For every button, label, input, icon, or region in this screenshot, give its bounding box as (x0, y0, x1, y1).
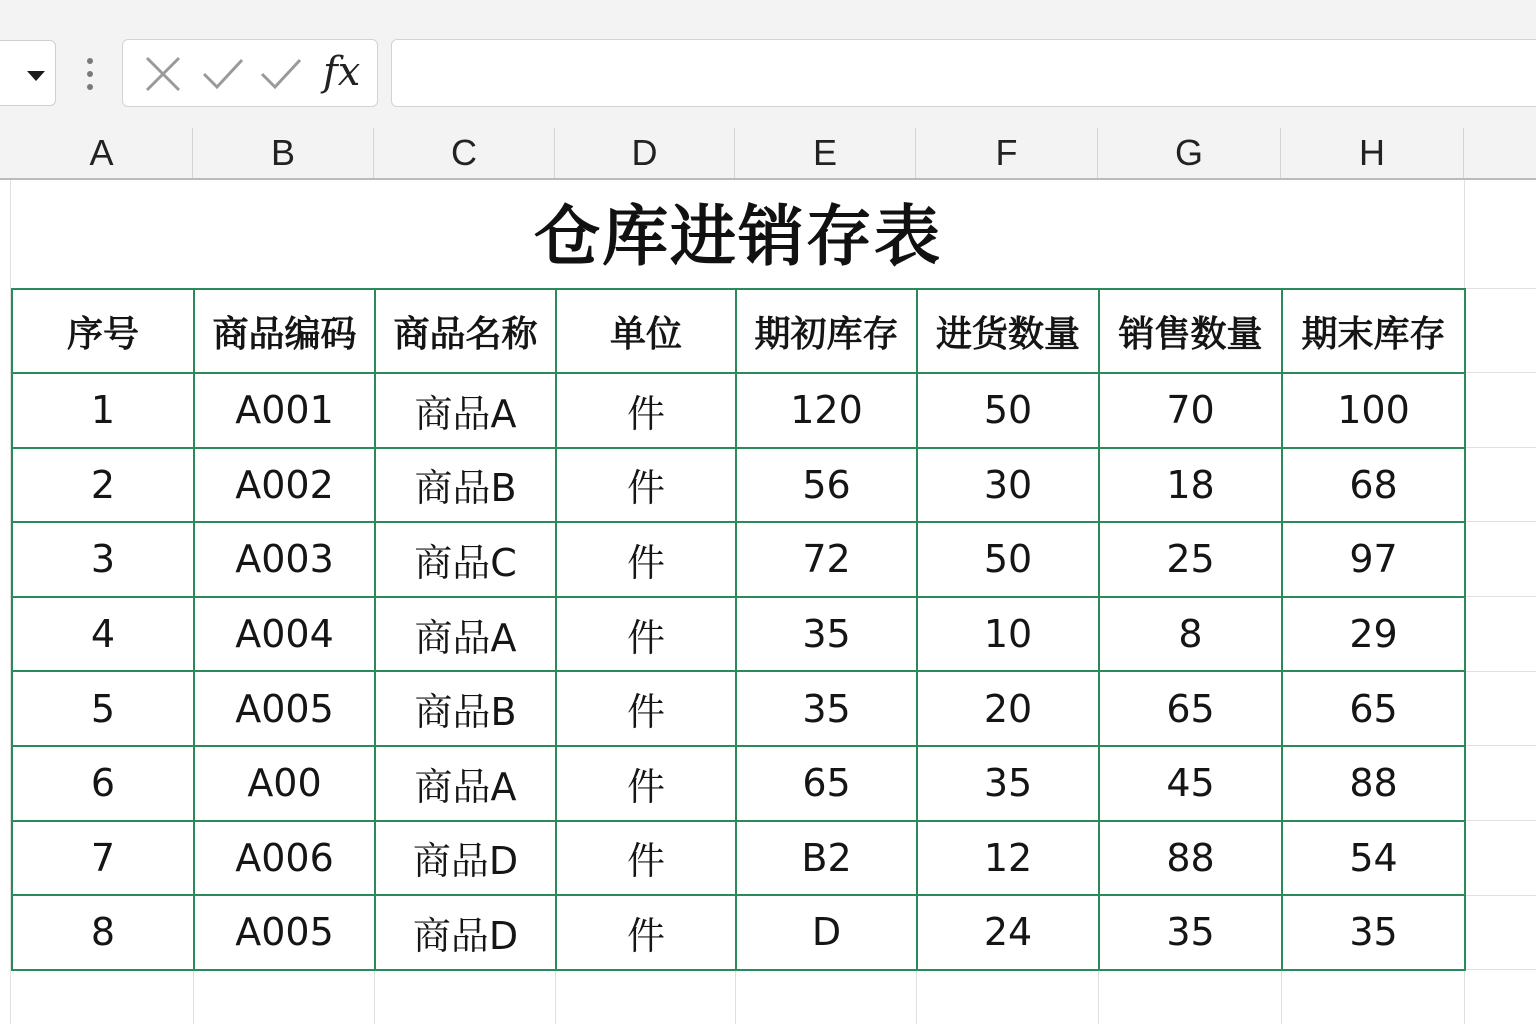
table-cell[interactable]: 商品A (375, 597, 556, 672)
table-row (12, 671, 1465, 746)
gridline (735, 970, 736, 1024)
gridline (916, 970, 917, 1024)
table-row (12, 895, 1465, 970)
column-header-d[interactable]: D (555, 128, 735, 178)
table-cell[interactable]: 35 (736, 597, 917, 672)
table-cell[interactable]: 件 (556, 597, 736, 672)
gridline (1281, 970, 1282, 1024)
gridline (374, 970, 375, 1024)
table-cell[interactable]: 商品D (375, 895, 556, 970)
table-cell[interactable]: A005 (194, 671, 375, 746)
gridline (555, 970, 556, 1024)
table-row (12, 746, 1465, 821)
sheet-title[interactable]: 仓库进销存表 (534, 198, 942, 275)
table-header-cell[interactable]: 期初库存 (736, 289, 917, 373)
column-header-row (0, 128, 1536, 180)
table-cell[interactable]: 件 (556, 895, 736, 970)
table-cell[interactable]: 8 (12, 895, 194, 970)
table-cell[interactable]: 商品B (375, 448, 556, 523)
table-cell[interactable]: 商品A (375, 373, 556, 448)
table-cell[interactable]: A004 (194, 597, 375, 672)
table-cell[interactable]: A001 (194, 373, 375, 448)
table-cell[interactable]: 35 (736, 671, 917, 746)
table-header-cell[interactable]: 期末库存 (1282, 289, 1465, 373)
table-cell[interactable]: A003 (194, 522, 375, 597)
gridline (1098, 970, 1099, 1024)
table-cell[interactable]: 3 (12, 522, 194, 597)
table-header-cell[interactable]: 序号 (12, 289, 194, 373)
table-row (12, 522, 1465, 597)
table-cell[interactable]: 商品A (375, 746, 556, 821)
column-header-b[interactable]: B (193, 128, 374, 178)
gridline (1464, 895, 1536, 896)
more-options-icon[interactable] (84, 56, 96, 92)
table-cell[interactable]: A002 (194, 448, 375, 523)
table-cell[interactable]: 25 (1099, 522, 1282, 597)
column-header-g[interactable]: G (1098, 128, 1281, 178)
table-cell[interactable]: 件 (556, 373, 736, 448)
table-cell[interactable]: 件 (556, 746, 736, 821)
table-header-cell[interactable]: 销售数量 (1099, 289, 1282, 373)
table-cell[interactable]: 件 (556, 448, 736, 523)
table-cell[interactable]: 商品C (375, 522, 556, 597)
gridline (1464, 745, 1536, 746)
check-icon[interactable] (201, 54, 245, 94)
table-cell[interactable]: 5 (12, 671, 194, 746)
table-cell[interactable]: 120 (736, 373, 917, 448)
table-cell[interactable]: 72 (736, 522, 917, 597)
table-cell[interactable]: 100 (1282, 373, 1465, 448)
table-cell[interactable]: 50 (917, 522, 1099, 597)
formula-input[interactable] (391, 39, 1536, 107)
table-cell[interactable]: 50 (917, 373, 1099, 448)
column-header-c[interactable]: C (374, 128, 555, 178)
insert-function-button[interactable]: fx (323, 49, 361, 95)
table-cell[interactable]: A00 (194, 746, 375, 821)
table-cell[interactable]: 29 (1282, 597, 1465, 672)
table-cell[interactable]: 商品D (375, 821, 556, 896)
table-cell[interactable]: 56 (736, 448, 917, 523)
table-cell[interactable]: 35 (1282, 895, 1465, 970)
table-header-row (12, 289, 1465, 373)
table-cell[interactable]: 4 (12, 597, 194, 672)
gridline (1464, 288, 1536, 289)
table-cell[interactable]: 45 (1099, 746, 1282, 821)
table-header-cell[interactable]: 单位 (556, 289, 736, 373)
table-row (12, 448, 1465, 523)
check-icon[interactable] (259, 54, 303, 94)
table-cell[interactable]: 35 (917, 746, 1099, 821)
table-cell[interactable]: 6 (12, 746, 194, 821)
table-header-cell[interactable]: 进货数量 (917, 289, 1099, 373)
gridline (1464, 372, 1536, 373)
chevron-down-icon[interactable] (27, 71, 45, 81)
table-cell[interactable]: 件 (556, 821, 736, 896)
table-cell[interactable]: D (736, 895, 917, 970)
inventory-table (11, 288, 1466, 971)
table-cell[interactable]: 7 (12, 821, 194, 896)
table-cell[interactable]: 18 (1099, 448, 1282, 523)
gridline (1464, 671, 1536, 672)
formula-bar (0, 0, 1536, 128)
gridline (1464, 447, 1536, 448)
table-header-cell[interactable]: 商品名称 (375, 289, 556, 373)
table-cell[interactable]: 70 (1099, 373, 1282, 448)
table-cell[interactable]: 8 (1099, 597, 1282, 672)
column-header-e[interactable]: E (735, 128, 916, 178)
close-icon[interactable] (143, 54, 183, 94)
column-header-f[interactable]: F (916, 128, 1098, 178)
table-cell[interactable]: 65 (1099, 671, 1282, 746)
table-cell[interactable]: 88 (1099, 821, 1282, 896)
table-cell[interactable]: 24 (917, 895, 1099, 970)
column-header-h[interactable]: H (1281, 128, 1464, 178)
table-cell[interactable]: 88 (1282, 746, 1465, 821)
table-cell[interactable]: 20 (917, 671, 1099, 746)
table-cell[interactable]: B2 (736, 821, 917, 896)
table-cell[interactable]: 97 (1282, 522, 1465, 597)
table-header-cell[interactable]: 商品编码 (194, 289, 375, 373)
gridline (193, 970, 194, 1024)
table-cell[interactable]: 12 (917, 821, 1099, 896)
table-cell[interactable]: A005 (194, 895, 375, 970)
table-cell[interactable]: A006 (194, 821, 375, 896)
gridline (1464, 820, 1536, 821)
table-cell[interactable]: 35 (1099, 895, 1282, 970)
column-header-a[interactable]: A (11, 128, 193, 178)
table-row (12, 821, 1465, 896)
table-cell[interactable]: 65 (736, 746, 917, 821)
name-box[interactable] (0, 40, 56, 106)
column-header-i[interactable] (1464, 128, 1536, 178)
table-cell[interactable]: 68 (1282, 448, 1465, 523)
table-cell[interactable]: 30 (917, 448, 1099, 523)
table-cell[interactable]: 10 (917, 597, 1099, 672)
table-cell[interactable]: 65 (1282, 671, 1465, 746)
formula-controls (122, 39, 378, 107)
gridline (1464, 596, 1536, 597)
table-row (12, 373, 1465, 448)
table-cell[interactable]: 件 (556, 671, 736, 746)
table-cell[interactable]: 1 (12, 373, 194, 448)
table-cell[interactable]: 54 (1282, 821, 1465, 896)
table-cell[interactable]: 2 (12, 448, 194, 523)
gridline (1464, 521, 1536, 522)
gridline (1464, 969, 1536, 970)
table-row (12, 597, 1465, 672)
table-cell[interactable]: 件 (556, 522, 736, 597)
table-cell[interactable]: 商品B (375, 671, 556, 746)
